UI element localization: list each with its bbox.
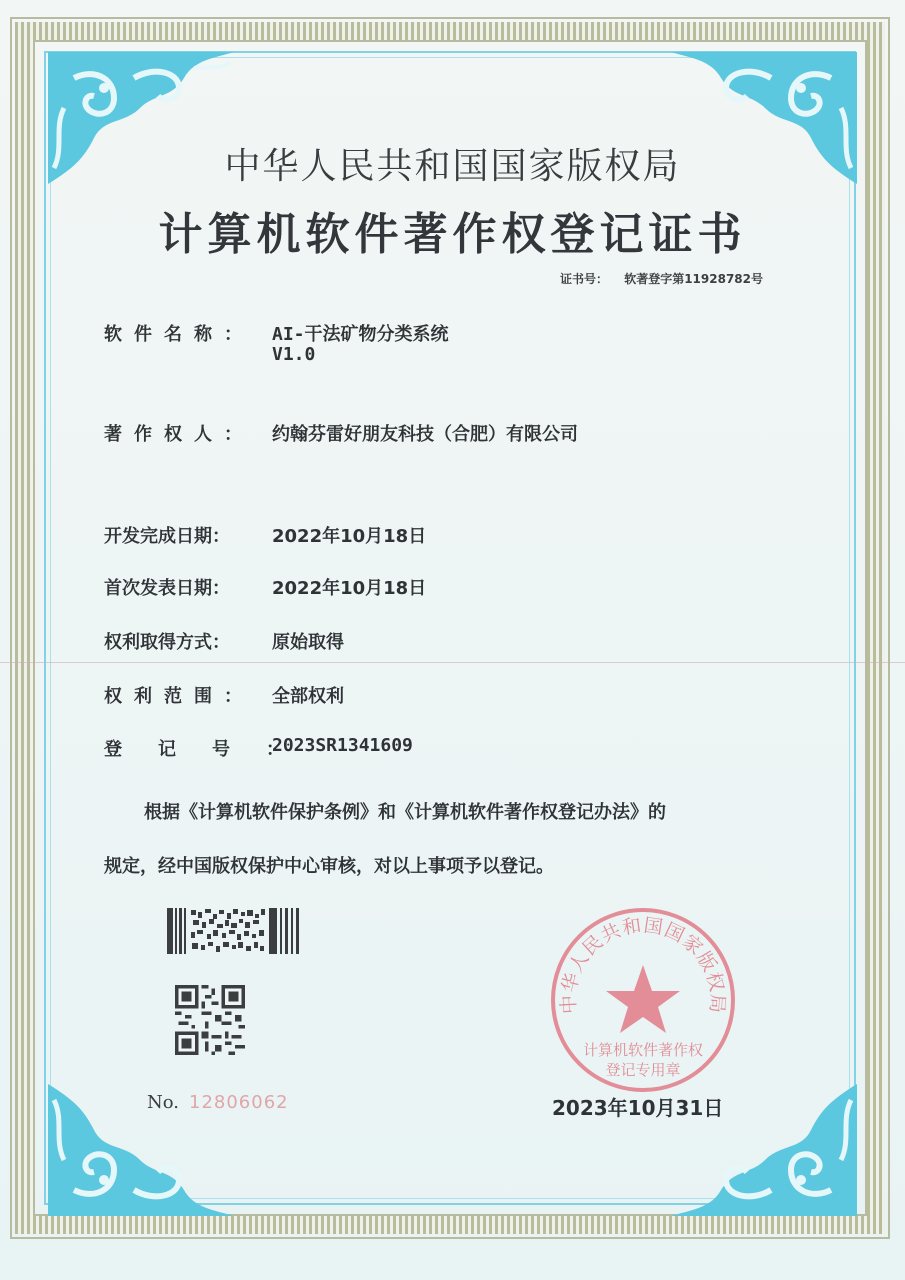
- field-label: 权利范围：: [104, 686, 254, 707]
- field-value: 2023SR1341609: [272, 735, 413, 756]
- certificate-number-value: 软著登字第11928782号: [624, 272, 764, 286]
- official-seal-icon: [548, 905, 738, 1095]
- field-value: 原始取得: [272, 632, 344, 653]
- serial-number: [147, 1092, 289, 1113]
- field-value: AI-干法矿物分类系统: [272, 324, 449, 345]
- serial-prefix: No.: [147, 1092, 179, 1113]
- field-copyright-owner: [104, 420, 578, 446]
- seal-inner-line-2: 登记专用章: [605, 1061, 681, 1079]
- statement-line-1: 根据《计算机软件保护条例》和《计算机软件著作权登记办法》的: [144, 802, 666, 823]
- field-label: 著作权人：: [104, 424, 254, 445]
- certificate-number-label: 证书号：: [560, 272, 609, 286]
- field-label: 首次发表日期：: [104, 578, 230, 599]
- issue-date: 2023年10月31日: [552, 1096, 724, 1120]
- issuer-title: 中华人民共和国国家版权局: [224, 146, 681, 187]
- fold-crease: [0, 662, 905, 663]
- statement-line-2: 规定，经中国版权保护中心审核，对以上事项予以登记。: [104, 856, 554, 877]
- field-registration-number: [104, 735, 413, 761]
- field-value: 2022年10月18日: [272, 526, 427, 547]
- field-label: 权利取得方式：: [104, 632, 230, 653]
- field-rights-scope: [104, 682, 344, 708]
- serial-value: 12806062: [189, 1092, 289, 1113]
- seal-outer-text: 中华人民共和国国家版权局: [557, 914, 729, 1015]
- barcode-icon: [167, 908, 301, 954]
- field-rights-acquisition: [104, 628, 344, 654]
- field-publication-date: [104, 574, 427, 600]
- field-software-name: [104, 320, 449, 346]
- field-value: 约翰芬雷好朋友科技（合肥）有限公司: [272, 424, 578, 445]
- field-value: 全部权利: [272, 686, 344, 707]
- field-label: 登记号：: [104, 739, 320, 760]
- field-development-date: [104, 522, 427, 548]
- certificate-title: 计算机软件著作权登记证书: [158, 209, 747, 260]
- field-label: 开发完成日期：: [104, 526, 230, 547]
- certificate-number: [560, 270, 763, 287]
- qr-code-icon: [175, 985, 245, 1055]
- seal-inner-line-1: 计算机软件著作权: [582, 1041, 704, 1059]
- field-value: 2022年10月18日: [272, 578, 427, 599]
- software-version: V1.0: [272, 344, 316, 365]
- field-label: 软件名称：: [104, 324, 254, 345]
